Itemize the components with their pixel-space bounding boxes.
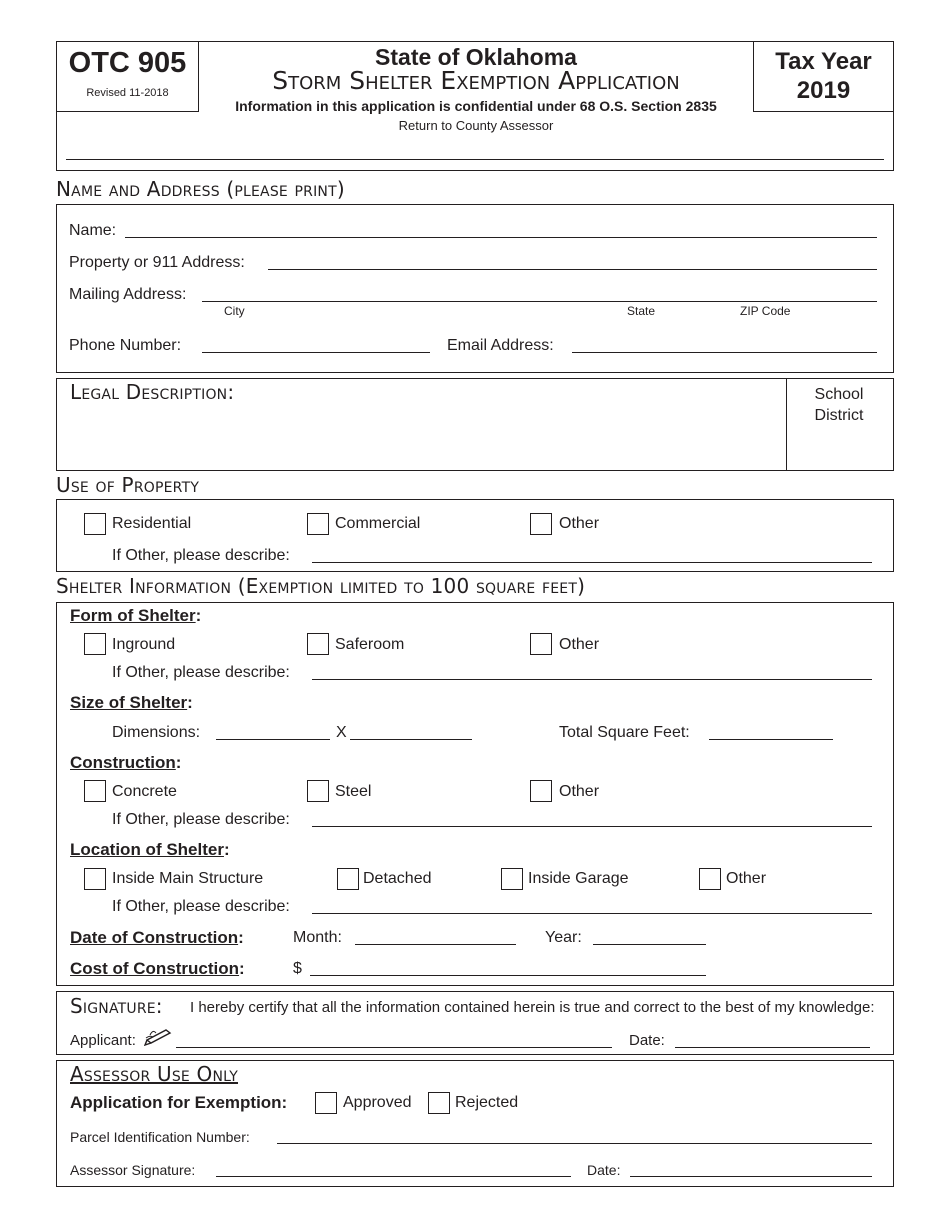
saferoom-checkbox[interactable] — [307, 633, 329, 655]
state-caption: State — [627, 304, 656, 318]
assessor-signature-field[interactable] — [216, 1159, 571, 1177]
approved-checkbox[interactable] — [315, 1092, 337, 1114]
total-sqft-label: Total Square Feet: — [559, 724, 690, 741]
form-other-checkbox[interactable] — [530, 633, 552, 655]
detached-label: Detached — [363, 870, 432, 887]
year-field[interactable] — [593, 927, 706, 945]
parcel-id-field[interactable] — [277, 1126, 872, 1144]
mailing-address-label: Mailing Address: — [69, 286, 187, 303]
date-of-construction-label: Date of Construction: — [70, 928, 244, 947]
concrete-label: Concrete — [112, 783, 177, 800]
steel-checkbox[interactable] — [307, 780, 329, 802]
assessor-heading: Assessor Use Only — [70, 1062, 239, 1086]
rejected-label: Rejected — [455, 1094, 519, 1111]
year-label: Year: — [545, 929, 582, 946]
signature-heading: Signature: — [70, 994, 163, 1018]
location-other-describe-label: If Other, please describe: — [112, 898, 290, 915]
inside-garage-label: Inside Garage — [528, 870, 629, 887]
approved-label: Approved — [343, 1094, 412, 1111]
form-number: OTC 905 — [68, 47, 187, 79]
construction-other-describe-field[interactable] — [312, 809, 872, 827]
parcel-id-label: Parcel Identification Number: — [70, 1129, 250, 1145]
inside-main-structure-checkbox[interactable] — [84, 868, 106, 890]
phone-field[interactable] — [202, 335, 430, 353]
form-of-shelter-label: Form of Shelter: — [70, 606, 202, 625]
use-other-checkbox[interactable] — [530, 513, 552, 535]
signature-date-field[interactable] — [675, 1030, 870, 1048]
commercial-label: Commercial — [335, 515, 421, 532]
certification-text: I hereby certify that all the information contained herein is true and correct to the best of my knowledge: — [190, 999, 875, 1016]
phone-label: Phone Number: — [69, 337, 182, 354]
dimension-length-field[interactable] — [216, 722, 330, 740]
email-label: Email Address: — [447, 337, 554, 354]
pen-icon — [144, 1026, 174, 1046]
form-other-describe-label: If Other, please describe: — [112, 664, 290, 681]
assessor-date-label: Date: — [587, 1162, 621, 1178]
rejected-checkbox[interactable] — [428, 1092, 450, 1114]
inground-checkbox[interactable] — [84, 633, 106, 655]
dimension-x-label: X — [336, 724, 347, 741]
form-other-label: Other — [559, 636, 600, 653]
confidential-notice: Information in this application is confidential under 68 O.S. Section 2835 — [235, 98, 717, 114]
name-address-heading: Name and Address (please print) — [56, 177, 345, 201]
residential-label: Residential — [112, 515, 192, 532]
use-other-label: Other — [559, 515, 600, 532]
location-other-describe-field[interactable] — [312, 896, 872, 914]
tax-year-label: Tax Year — [775, 48, 872, 75]
application-for-exemption-label: Application for Exemption: — [70, 1093, 288, 1112]
use-other-describe-field[interactable] — [312, 545, 872, 563]
location-other-checkbox[interactable] — [699, 868, 721, 890]
cost-field[interactable] — [310, 958, 706, 976]
location-of-shelter-label: Location of Shelter: — [70, 840, 230, 859]
property-address-label: Property or 911 Address: — [69, 254, 245, 271]
dollar-sign: $ — [293, 960, 302, 977]
form-title: Storm Shelter Exemption Application — [272, 66, 680, 95]
residential-checkbox[interactable] — [84, 513, 106, 535]
detached-checkbox[interactable] — [337, 868, 359, 890]
inside-main-structure-label: Inside Main Structure — [112, 870, 264, 887]
name-label: Name: — [69, 222, 117, 239]
total-sqft-field[interactable] — [709, 722, 833, 740]
tax-year: 2019 — [796, 77, 851, 104]
inground-label: Inground — [112, 636, 176, 653]
inside-garage-checkbox[interactable] — [501, 868, 523, 890]
return-to: Return to County Assessor — [398, 118, 554, 133]
legal-description-heading: Legal Description: — [70, 380, 235, 404]
cost-of-construction-label: Cost of Construction: — [70, 959, 245, 978]
city-caption: City — [224, 304, 245, 318]
size-of-shelter-label: Size of Shelter: — [70, 693, 193, 712]
signature-date-label: Date: — [629, 1032, 665, 1049]
assessor-date-field[interactable] — [630, 1159, 872, 1177]
property-address-field[interactable] — [268, 252, 877, 270]
email-field[interactable] — [572, 335, 877, 353]
header-write-line[interactable] — [66, 159, 884, 160]
construction-other-describe-label: If Other, please describe: — [112, 811, 290, 828]
revised-date: Revised 11-2018 — [86, 87, 169, 99]
dimension-width-field[interactable] — [350, 722, 472, 740]
mailing-address-field[interactable] — [202, 284, 877, 302]
use-other-describe-label: If Other, please describe: — [112, 547, 290, 564]
concrete-checkbox[interactable] — [84, 780, 106, 802]
school-district-divider — [786, 378, 787, 471]
construction-other-label: Other — [559, 783, 600, 800]
name-field[interactable] — [125, 220, 877, 238]
dimensions-label: Dimensions: — [112, 724, 201, 741]
school-district-label[interactable]: School District — [814, 386, 864, 424]
month-label: Month: — [293, 929, 342, 946]
shelter-info-heading: Shelter Information (Exemption limited to 100 square feet) — [56, 574, 586, 598]
use-of-property-heading: Use of Property — [56, 473, 200, 497]
applicant-label: Applicant: — [70, 1032, 136, 1049]
form-other-describe-field[interactable] — [312, 662, 872, 680]
month-field[interactable] — [355, 927, 516, 945]
saferoom-label: Saferoom — [335, 636, 405, 653]
commercial-checkbox[interactable] — [307, 513, 329, 535]
steel-label: Steel — [335, 783, 372, 800]
construction-other-checkbox[interactable] — [530, 780, 552, 802]
construction-label: Construction: — [70, 753, 182, 772]
applicant-signature-field[interactable] — [176, 1030, 612, 1048]
state-title: State of Oklahoma — [375, 44, 577, 70]
location-other-label: Other — [726, 870, 767, 887]
assessor-signature-label: Assessor Signature: — [70, 1162, 196, 1178]
zip-caption: ZIP Code — [740, 304, 791, 318]
